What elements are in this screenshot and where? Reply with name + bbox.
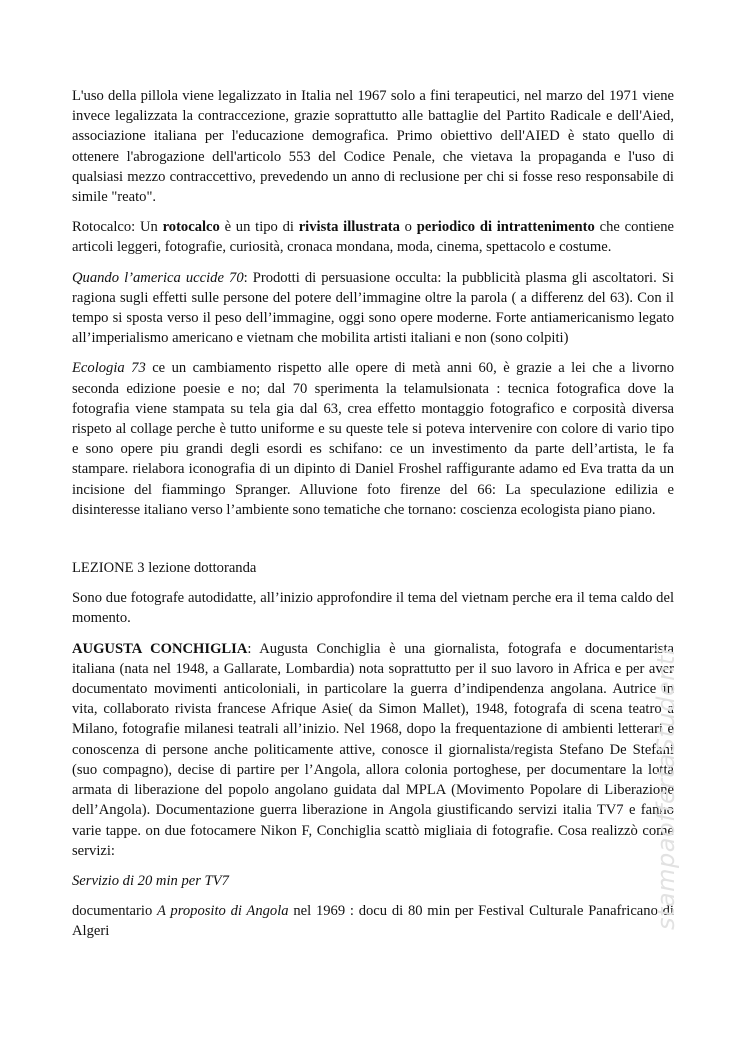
bold-run: rivista illustrata — [298, 219, 400, 236]
text-run: : Prodotti di persuasione occulta: la pubblicità plasma gli ascoltatori. Si ragiona sugli effetti sulle persone del potere dell’immagine oltre la parola ( a differenz del 63). Con il tempo si sposta verso il peso dell’immagine, oggi sono opere moderne. Forte antiamericanismo legato all’imperialismo americano e vietnam che mobilita artisti italiani e non (sono colpiti) — [72, 269, 674, 347]
text-run: documentario — [72, 903, 157, 920]
text-run: ce un cambiamento rispetto alle opere di metà anni 60, è grazie a lei che a livorno seconda edizione poesie e no; dal 70 sperimenta la telamulsionata : tecnica fotografica dove la fotografia viene stampata su tela gia dal 63, crea effetto montaggio fotografico e corposità diversa rispeto al collage perche è tutto uniforme e su queste tele si poteva intervenire con colore di vario tipo e sono opere piu grandi degli esordi es schifano: ce un investimento da parte dell’artista, le fa stampare. rielabora iconografia di un dipinto di Daniel Froshel raffigurante adamo ed Eva tratta da un incisione del fiammingo Spranger. Alluvione foto firenze del 66: La speculazione edilizia e disinteresse italiano verso l’ambiente sono tematiche che tornano: coscienza ecologista piano piano. — [72, 360, 674, 518]
paragraph-p2 — [72, 217, 674, 257]
paragraph-p8 — [72, 871, 674, 891]
italic-run: Servizio di 20 min per TV7 — [72, 872, 229, 889]
paragraph-p1 — [72, 86, 674, 207]
italic-run: A proposito di Angola — [157, 903, 289, 920]
text-run: nel 1969 : docu di 80 min per Festival Culturale Panafricano di Algeri — [72, 903, 674, 940]
text-run: : Augusta Conchiglia è una giornalista, fotografa e documentarista italiana (nata nel 1948, a Gallarate, Lombardia) nota soprattutto per il suo lavoro in Africa e per aver documentato movimenti anticoloniali, in particolare la guerra d’indipendenza angolana. Autrice in vita, collaborato rivista francese Afrique Asie( da Simon Mallet), 1948, fotografa di scena teatro a Milano, fotografie milanesi teatrali all’inizio. Nel 1968, dopo la frequentazione di ambienti letterari e conoscenza di persone anche politicamente attive, conosce il giornalista/regista Stefano De Stefani (suo compagno), decise di partire per l’Angola, allora colonia portoghese, per documentare la lotta armata di liberazione del popolo angolano guidata dal MPLA (Movimento Popolare di Liberazione dell’Angola). Documentazione guerra liberazione in Angola giustificando servizi italia TV7 e fanno varie tappe. on due fotocamere Nikon F, Conchiglia scattò migliaia di fotografie. Cosa realizzò come servizi: — [72, 640, 674, 859]
document-page — [72, 86, 674, 952]
bold-run: periodico di intrattenimento — [416, 219, 595, 236]
text-run: Sono due fotografe autodidatte, all’inizio approfondire il tema del vietnam perche era il tema caldo del momento. — [72, 590, 674, 627]
text-run: che contiene articoli leggeri, fotografie, curiosità, cronaca mondana, moda, cinema, spettacolo e costume. — [72, 219, 675, 256]
bold-run: rotocalco — [162, 219, 220, 236]
text-run: LEZIONE 3 lezione dottoranda — [72, 560, 257, 577]
bold-run: AUGUSTA CONCHIGLIA — [72, 640, 248, 657]
paragraph-p5 — [72, 558, 674, 578]
italic-run: Quando l’america uccide 70 — [72, 269, 244, 286]
paragraph-p4 — [72, 358, 674, 520]
italic-run: Ecologia 73 — [72, 360, 146, 377]
paragraph-p9 — [72, 901, 674, 941]
text-run: o — [399, 219, 417, 236]
paragraph-p7 — [72, 639, 674, 861]
watermark: stampaoffertaStudenti — [652, 648, 680, 930]
text-run: L'uso della pillola viene legalizzato in Italia nel 1967 solo a fini terapeutici, nel marzo del 1971 viene invece legalizzata la contraccezione, grazie soprattutto alle battaglie del Partito Radicale e dell'Aied, associazione italiana per l'educazione demografica. Primo obiettivo dell'AIED è stato quello di ottenere l'abrogazione dell'articolo 553 del Codice Penale, che vietava la propaganda e l'uso di qualsiasi mezzo contraccettivo, prevedendo un anno di reclusione per chi si fosse reso responsabile di simile "reato". — [72, 88, 674, 206]
text-run: è un tipo di — [219, 219, 299, 236]
section-spacer — [72, 530, 674, 558]
paragraph-p3 — [72, 268, 674, 349]
text-run: Rotocalco: Un — [72, 219, 163, 236]
paragraph-p6 — [72, 588, 674, 628]
